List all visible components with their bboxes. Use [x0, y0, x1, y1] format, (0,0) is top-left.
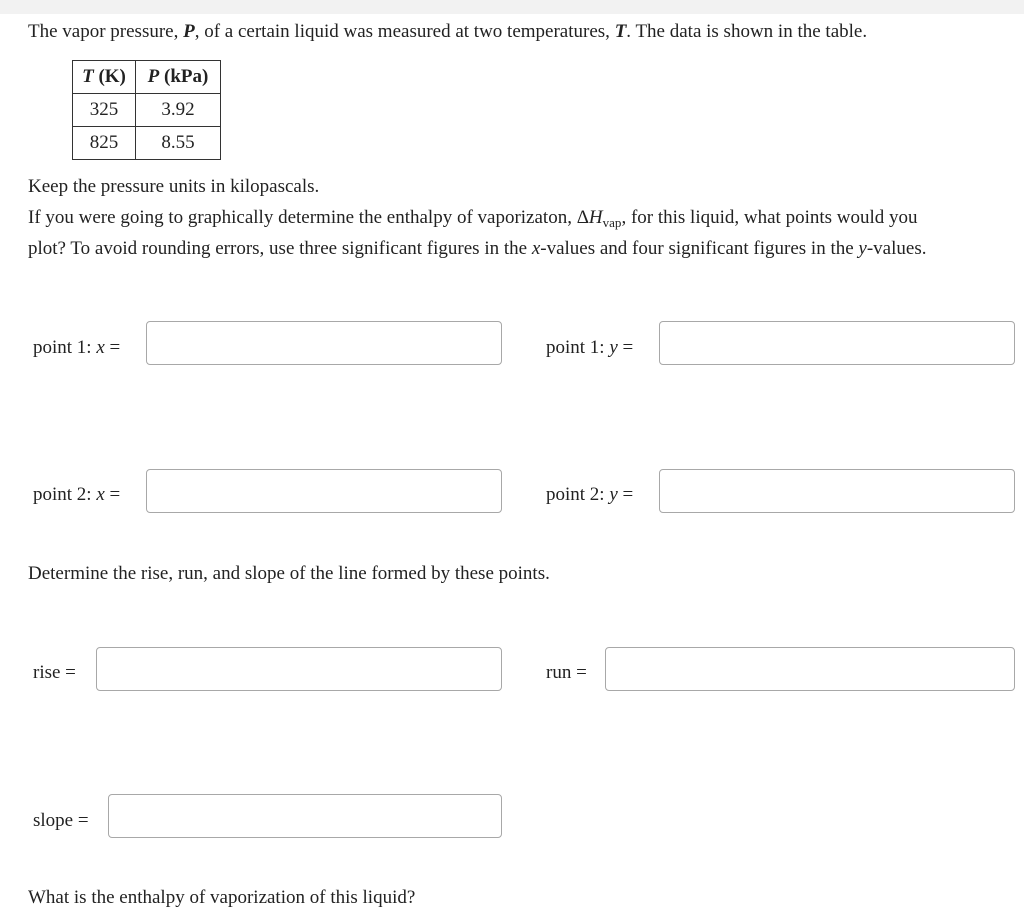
units-note: Keep the pressure units in kilopascals. [28, 176, 320, 197]
header-pressure: P (kPa) [136, 61, 221, 94]
point1-x-input[interactable] [146, 321, 502, 365]
slope-label: slope = [33, 810, 89, 831]
point1-x-label: point 1: x = [33, 337, 121, 358]
run-input[interactable] [605, 647, 1015, 691]
question-intro: The vapor pressure, P, of a certain liquid was measured at two temperatures, T. The data is shown in the table. [28, 21, 868, 42]
point1-y-label: point 1: y = [546, 337, 634, 358]
table-cell-P: 8.55 [136, 127, 221, 160]
run-label: run = [546, 662, 587, 683]
point2-y-input[interactable] [659, 469, 1015, 513]
table-cell-T: 825 [73, 127, 136, 160]
table-cell-T: 325 [73, 94, 136, 127]
prompt-line-2: plot? To avoid rounding errors, use three significant figures in the x-values and four significant figures in the y-values. [28, 238, 927, 259]
header-temperature: T (K) [73, 61, 136, 94]
table-row [73, 127, 221, 160]
point2-y-label: point 2: y = [546, 484, 634, 505]
point1-y-input[interactable] [659, 321, 1015, 365]
top-bar [0, 0, 1024, 14]
slope-input[interactable] [108, 794, 502, 838]
enthalpy-prompt: What is the enthalpy of vaporization of this liquid? [28, 887, 416, 908]
rise-run-prompt: Determine the rise, run, and slope of the line formed by these points. [28, 563, 550, 584]
table-header-row [73, 61, 221, 94]
data-table [72, 60, 221, 160]
point2-x-label: point 2: x = [33, 484, 121, 505]
rise-label: rise = [33, 662, 76, 683]
point2-x-input[interactable] [146, 469, 502, 513]
prompt-line-1: If you were going to graphically determine the enthalpy of vaporizaton, $\Delta H_{vap}$, for this liquid, what points would you [28, 207, 918, 230]
rise-input[interactable] [96, 647, 502, 691]
table-cell-P: 3.92 [136, 94, 221, 127]
table-row [73, 94, 221, 127]
